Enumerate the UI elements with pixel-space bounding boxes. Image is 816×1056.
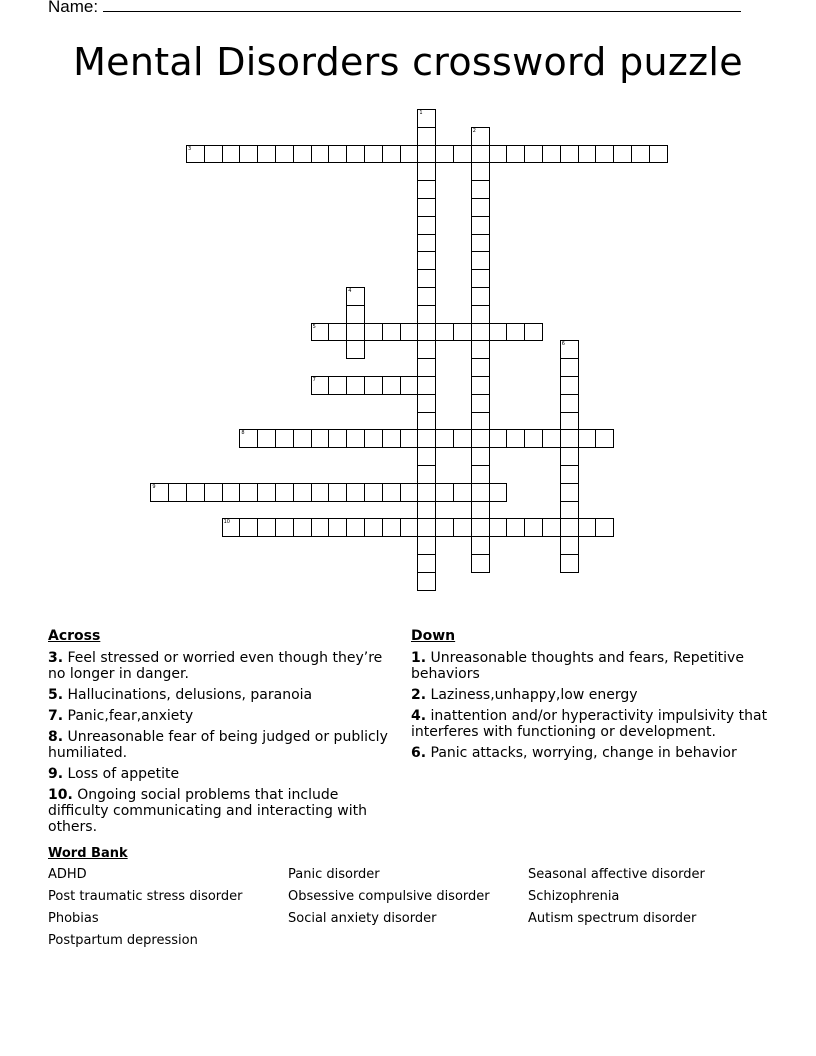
word-bank-item: Panic disorder — [288, 867, 380, 882]
crossword-cell[interactable] — [257, 429, 276, 448]
crossword-cell[interactable] — [293, 483, 312, 502]
crossword-cell[interactable] — [471, 358, 490, 377]
crossword-cell[interactable] — [275, 518, 294, 537]
crossword-cell[interactable] — [471, 518, 490, 537]
crossword-cell[interactable] — [417, 429, 436, 448]
clue-across — [48, 650, 393, 682]
crossword-cell[interactable] — [417, 501, 436, 520]
crossword-cell[interactable] — [382, 145, 401, 164]
crossword-cell[interactable] — [417, 216, 436, 235]
crossword-cell[interactable] — [560, 412, 579, 431]
crossword-cell[interactable] — [417, 447, 436, 466]
crossword-cell[interactable] — [275, 483, 294, 502]
crossword-cell[interactable] — [311, 145, 330, 164]
crossword-cell[interactable] — [417, 412, 436, 431]
crossword-cell[interactable] — [471, 340, 490, 359]
word-bank-item: Seasonal affective disorder — [528, 867, 705, 882]
crossword-cell[interactable] — [417, 162, 436, 181]
crossword-cell[interactable] — [560, 447, 579, 466]
word-bank-item: Postpartum depression — [48, 933, 198, 948]
crossword-cell[interactable] — [257, 483, 276, 502]
crossword-cell[interactable] — [435, 145, 454, 164]
crossword-cell[interactable] — [382, 376, 401, 395]
crossword-cell[interactable] — [471, 465, 490, 484]
crossword-cell[interactable] — [328, 518, 347, 537]
crossword-cell[interactable] — [186, 483, 205, 502]
crossword-cell[interactable] — [382, 429, 401, 448]
crossword-cell[interactable] — [435, 323, 454, 342]
crossword-cell[interactable] — [435, 483, 454, 502]
crossword-cell[interactable] — [453, 145, 472, 164]
crossword-cell[interactable] — [578, 145, 597, 164]
crossword-cell[interactable] — [417, 287, 436, 306]
clue-text: Laziness,unhappy,low energy — [430, 687, 638, 703]
clue-number: 9. — [48, 766, 64, 782]
clue-number-label: 7 — [312, 377, 316, 383]
crossword-cell[interactable] — [471, 180, 490, 199]
clue-number: 2. — [411, 687, 427, 703]
crossword-cell[interactable] — [417, 305, 436, 324]
crossword-cell[interactable] — [489, 483, 508, 502]
across-clues — [48, 628, 393, 840]
crossword-cell[interactable] — [471, 198, 490, 217]
crossword-cell[interactable] — [471, 216, 490, 235]
crossword-cell[interactable] — [595, 518, 614, 537]
crossword-cell[interactable] — [417, 394, 436, 413]
crossword-cell[interactable] — [471, 501, 490, 520]
crossword-cell[interactable] — [506, 429, 525, 448]
crossword-cell[interactable] — [506, 323, 525, 342]
crossword-cell[interactable] — [453, 483, 472, 502]
clue-text: inattention and/or hyperactivity impulsivity that interferes with functioning or development. — [411, 708, 768, 740]
crossword-cell[interactable] — [453, 429, 472, 448]
crossword-cell[interactable] — [239, 483, 258, 502]
crossword-cell[interactable] — [560, 358, 579, 377]
crossword-cell[interactable] — [578, 518, 597, 537]
crossword-cell[interactable] — [471, 305, 490, 324]
crossword-cell[interactable] — [417, 180, 436, 199]
crossword-cell[interactable] — [222, 483, 241, 502]
across-heading: Across — [48, 628, 101, 644]
crossword-cell[interactable] — [471, 145, 490, 164]
crossword-cell[interactable] — [239, 518, 258, 537]
crossword-cell[interactable] — [417, 358, 436, 377]
crossword-cell[interactable] — [275, 429, 294, 448]
crossword-cell[interactable] — [417, 269, 436, 288]
crossword-cell[interactable] — [578, 429, 597, 448]
page-title: Mental Disorders crossword puzzle — [73, 40, 743, 84]
crossword-cell[interactable] — [613, 145, 632, 164]
crossword-cell[interactable] — [346, 305, 365, 324]
crossword-cell[interactable] — [506, 518, 525, 537]
crossword-cell[interactable] — [471, 429, 490, 448]
crossword-cell[interactable] — [471, 162, 490, 181]
clue-number-label: 5 — [312, 323, 316, 330]
crossword-cell[interactable] — [400, 145, 419, 164]
crossword-cell[interactable] — [417, 376, 436, 395]
crossword-cell[interactable] — [489, 145, 508, 164]
clue-across — [48, 729, 393, 761]
crossword-cell[interactable] — [257, 518, 276, 537]
crossword-cell[interactable] — [542, 145, 561, 164]
word-bank-item: Autism spectrum disorder — [528, 911, 697, 926]
clue-text: Feel stressed or worried even though they’re no longer in danger. — [48, 650, 383, 682]
word-bank — [48, 866, 768, 950]
crossword-cell[interactable] — [435, 518, 454, 537]
crossword-cell[interactable] — [311, 429, 330, 448]
clue-text: Unreasonable fear of being judged or publicly humiliated. — [48, 729, 388, 761]
crossword-cell[interactable] — [328, 429, 347, 448]
crossword-cell[interactable] — [364, 323, 383, 342]
word-bank-item: Social anxiety disorder — [288, 911, 437, 926]
crossword-cell[interactable] — [471, 394, 490, 413]
crossword-cell[interactable] — [471, 251, 490, 270]
crossword-cell[interactable] — [471, 447, 490, 466]
crossword-cell[interactable] — [471, 234, 490, 253]
crossword-cell[interactable] — [417, 483, 436, 502]
crossword-cell[interactable] — [524, 145, 543, 164]
crossword-cell[interactable] — [328, 323, 347, 342]
down-clues — [411, 628, 769, 766]
clue-text: Panic,fear,anxiety — [67, 708, 194, 724]
crossword-cell[interactable] — [417, 554, 436, 573]
clue-text: Loss of appetite — [67, 766, 180, 782]
crossword-cell[interactable] — [560, 394, 579, 413]
clue-number: 4. — [411, 708, 427, 724]
crossword-cell[interactable] — [400, 518, 419, 537]
clue-text: Unreasonable thoughts and fears, Repetitive behaviors — [411, 650, 744, 682]
down-heading: Down — [411, 628, 456, 644]
crossword-cell[interactable] — [453, 518, 472, 537]
clue-number: 7. — [48, 708, 64, 724]
clue-across — [48, 787, 393, 835]
clue-down — [411, 650, 769, 682]
crossword-cell[interactable] — [417, 572, 436, 591]
crossword-cell[interactable] — [168, 483, 187, 502]
crossword-cell[interactable] — [471, 554, 490, 573]
crossword-cell[interactable] — [542, 429, 561, 448]
clue-number: 3. — [48, 650, 64, 666]
crossword-cell[interactable] — [471, 412, 490, 431]
clue-text: Ongoing social problems that include difficulty communicating and interacting with others. — [48, 787, 368, 835]
clue-number: 10. — [48, 787, 73, 803]
word-bank-item: Post traumatic stress disorder — [48, 889, 243, 904]
crossword-cell[interactable] — [542, 518, 561, 537]
crossword-cell[interactable] — [560, 554, 579, 573]
crossword-cell[interactable] — [560, 501, 579, 520]
crossword-cell[interactable] — [364, 429, 383, 448]
crossword-cell[interactable] — [471, 376, 490, 395]
crossword-cell[interactable] — [560, 483, 579, 502]
clue-down — [411, 708, 769, 740]
crossword-cell[interactable] — [471, 536, 490, 555]
crossword-cell[interactable] — [364, 145, 383, 164]
crossword-cell[interactable] — [364, 483, 383, 502]
crossword-cell[interactable] — [560, 536, 579, 555]
crossword-cell[interactable] — [346, 483, 365, 502]
crossword-cell[interactable] — [524, 323, 543, 342]
clue-text: Panic attacks, worrying, change in behavior — [430, 745, 737, 761]
crossword-cell[interactable] — [631, 145, 650, 164]
word-bank-item: ADHD — [48, 867, 87, 882]
crossword-cell[interactable] — [275, 145, 294, 164]
crossword-cell[interactable] — [382, 323, 401, 342]
crossword-cell[interactable] — [417, 323, 436, 342]
crossword-cell[interactable] — [649, 145, 668, 164]
clue-number: 6. — [411, 745, 427, 761]
crossword-cell[interactable] — [417, 127, 436, 146]
crossword-cell[interactable] — [364, 518, 383, 537]
crossword-cell[interactable] — [346, 429, 365, 448]
crossword-cell[interactable] — [293, 429, 312, 448]
clue-number: 1. — [411, 650, 427, 666]
clue-number: 5. — [48, 687, 64, 703]
crossword-cell[interactable] — [328, 483, 347, 502]
word-bank-heading: Word Bank — [48, 846, 128, 861]
crossword-cell[interactable] — [417, 465, 436, 484]
crossword-cell[interactable] — [293, 145, 312, 164]
word-bank-item: Obsessive compulsive disorder — [288, 889, 490, 904]
crossword-cell[interactable] — [417, 536, 436, 555]
crossword-cell[interactable] — [560, 376, 579, 395]
crossword-cell[interactable] — [400, 376, 419, 395]
clue-down — [411, 687, 769, 703]
clue-number: 8. — [48, 729, 64, 745]
crossword-cell[interactable] — [417, 518, 436, 537]
crossword-cell[interactable] — [560, 465, 579, 484]
crossword-cell[interactable] — [489, 518, 508, 537]
crossword-cell[interactable] — [364, 376, 383, 395]
crossword-cell[interactable] — [489, 323, 508, 342]
crossword-cell[interactable] — [560, 145, 579, 164]
crossword-cell[interactable] — [471, 269, 490, 288]
crossword-cell[interactable] — [471, 483, 490, 502]
crossword-cell[interactable] — [328, 145, 347, 164]
crossword-cell[interactable] — [595, 145, 614, 164]
crossword-cell[interactable] — [560, 429, 579, 448]
clue-down — [411, 745, 769, 761]
crossword-cell[interactable] — [400, 483, 419, 502]
crossword-cell[interactable] — [239, 145, 258, 164]
crossword-cell[interactable] — [346, 376, 365, 395]
crossword-cell[interactable] — [346, 518, 365, 537]
crossword-cell[interactable] — [417, 340, 436, 359]
crossword-cell[interactable] — [204, 145, 223, 164]
clue-number-label: 8 — [241, 430, 245, 437]
name-label: Name: — [48, 0, 99, 16]
clue-number-label: 2 — [472, 127, 476, 134]
clue-text: Hallucinations, delusions, paranoia — [67, 687, 313, 703]
crossword-cell[interactable] — [204, 483, 223, 502]
crossword-cell[interactable] — [346, 145, 365, 164]
crossword-cell[interactable] — [524, 429, 543, 448]
crossword-cell[interactable] — [417, 145, 436, 164]
crossword-cell[interactable] — [257, 145, 276, 164]
clue-number-label: 3 — [188, 145, 192, 152]
clue-across — [48, 687, 393, 703]
clue-across — [48, 766, 393, 782]
word-bank-item: Phobias — [48, 911, 99, 926]
crossword-cell[interactable] — [346, 323, 365, 342]
crossword-cell[interactable] — [417, 234, 436, 253]
crossword-cell[interactable] — [417, 251, 436, 270]
crossword-cell[interactable] — [524, 518, 543, 537]
clue-number-label: 4 — [348, 288, 352, 294]
word-bank-item: Schizophrenia — [528, 889, 620, 904]
crossword-cell[interactable] — [506, 145, 525, 164]
crossword-cell[interactable] — [453, 323, 472, 342]
crossword-cell[interactable] — [435, 429, 454, 448]
crossword-cell[interactable] — [222, 145, 241, 164]
crossword-cell[interactable] — [328, 376, 347, 395]
crossword-cell[interactable] — [311, 518, 330, 537]
crossword-cell[interactable] — [471, 287, 490, 306]
clue-number-label: 1 — [419, 110, 423, 116]
clue-across — [48, 708, 393, 724]
clue-number-label: 9 — [152, 483, 156, 490]
crossword-cell[interactable] — [560, 518, 579, 537]
crossword-cell[interactable] — [311, 483, 330, 502]
crossword-cell[interactable] — [417, 198, 436, 217]
crossword-cell[interactable] — [471, 323, 490, 342]
clue-number-label: 10 — [223, 519, 230, 526]
clue-number-label: 6 — [561, 341, 565, 348]
crossword-cell[interactable] — [489, 429, 508, 448]
crossword-cell[interactable] — [382, 518, 401, 537]
crossword-cell[interactable] — [400, 323, 419, 342]
crossword-cell[interactable] — [382, 483, 401, 502]
crossword-cell[interactable] — [400, 429, 419, 448]
crossword-cell[interactable] — [293, 518, 312, 537]
crossword-cell[interactable] — [595, 429, 614, 448]
crossword-cell[interactable] — [346, 340, 365, 359]
